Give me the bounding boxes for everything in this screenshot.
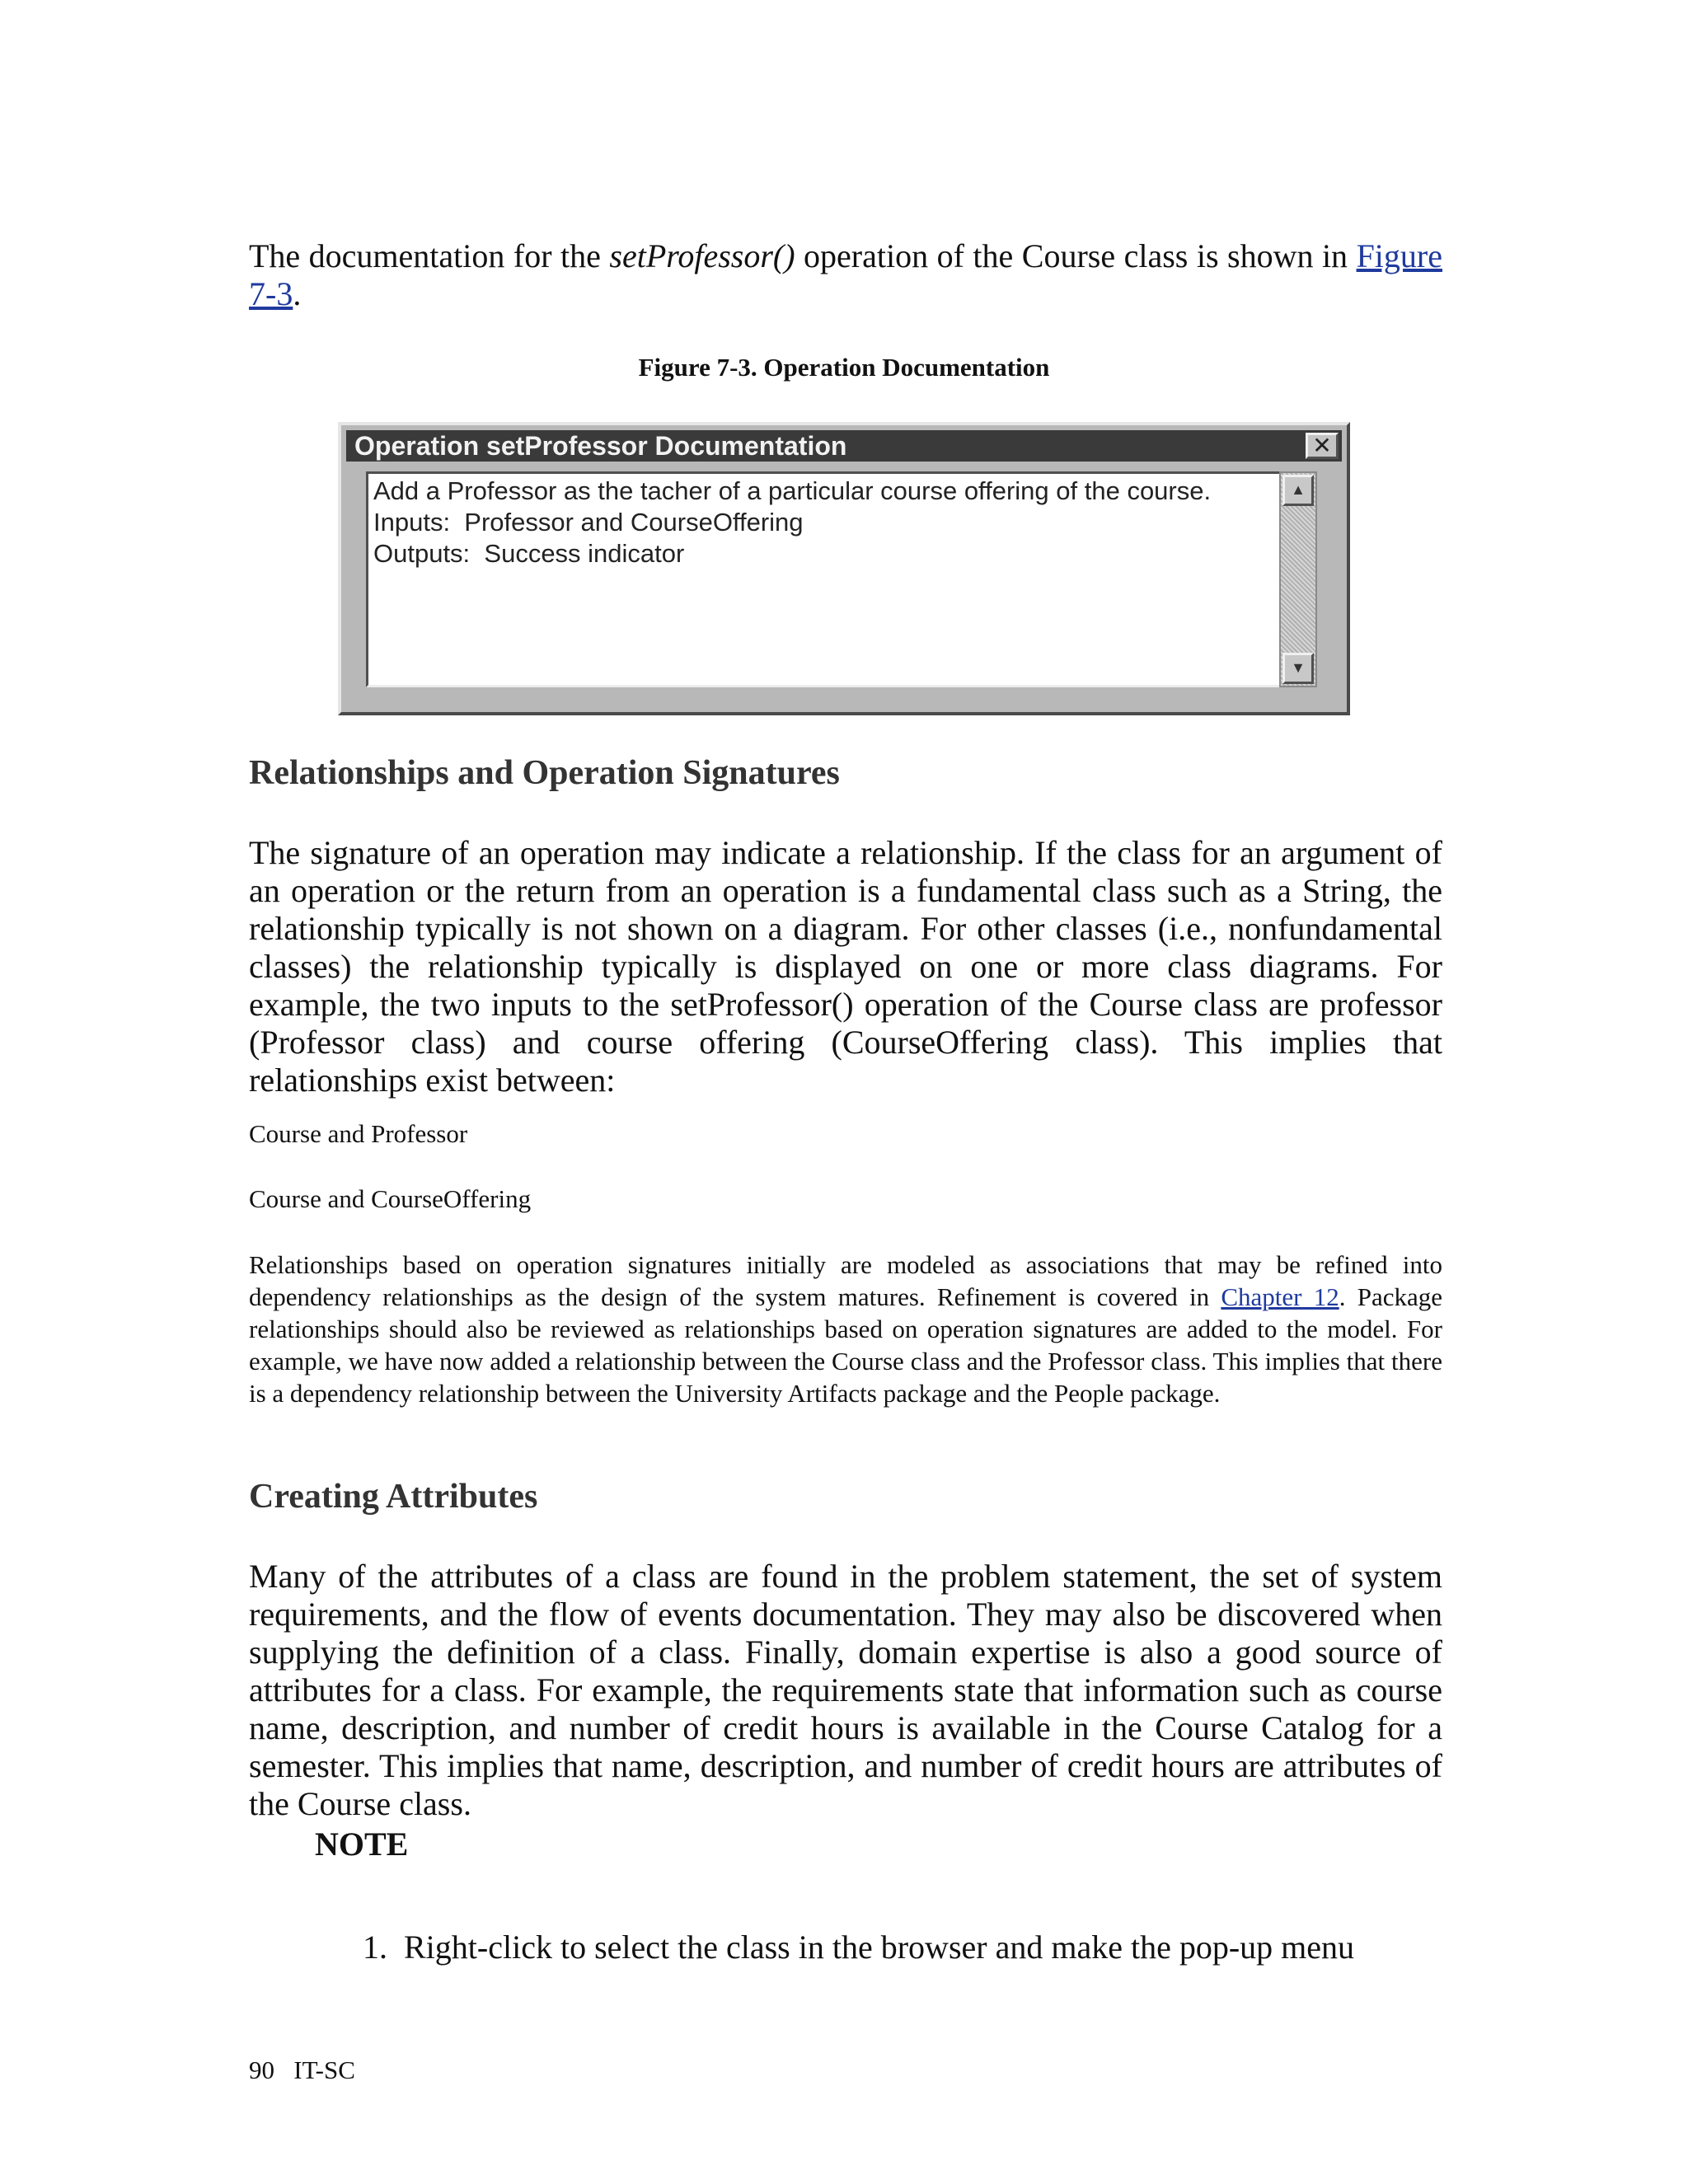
- list-text: Right-click to select the class in the browser and make the pop-up menu: [404, 1929, 1355, 1966]
- close-icon[interactable]: ✕: [1306, 433, 1339, 459]
- operation-documentation-dialog: [338, 422, 1350, 715]
- attributes-paragraph: Many of the attributes of a class are found in the problem statement, the set of system requirements, and the flow of events documentation. They may also be discovered when supplying the definition of a class. Finally, domain expertise is also a good source of attributes for a class. For example, the requirements state that information such as course name, description, and number of credit hours is available in the Course Catalog for a semester. This implies that name, description, and number of credit hours are attributes of the Course class.: [249, 1558, 1442, 1822]
- list-item: [363, 1929, 1354, 1966]
- relationships-paragraph: The signature of an operation may indicate a relationship. If the class for an argument of an operation or the return from an operation is a fundamental class such as a String, the relationship typically is not shown on a diagram. For other classes (i.e., nonfundamental classes) the relationship typically is displayed on one or more class diagrams. For example, the two inputs to the setProfessor() operation of the Course class are professor (Professor class) and course offering (CourseOffering class). This implies that relationships exist between:: [249, 834, 1442, 1099]
- figure-caption: Figure 7-3. Operation Documentation: [638, 353, 1050, 382]
- intro-text-after: operation of the Course class is shown in: [795, 237, 1357, 274]
- page-number: 90: [249, 2055, 274, 2084]
- doc-line: Inputs: Professor and CourseOffering: [373, 508, 804, 537]
- method-name: setProfessor(): [609, 237, 795, 274]
- intro-paragraph: [249, 237, 1442, 313]
- vertical-scrollbar[interactable]: [1279, 471, 1317, 687]
- scroll-down-icon[interactable]: ▼: [1282, 653, 1314, 684]
- figure-link[interactable]: Figure 7-3: [249, 237, 1442, 312]
- refinement-text: Relationships based on operation signatures initially are modeled as associations that may be refined into dependency relationships as the design of the system matures. Refinement is covered in: [249, 1250, 1442, 1311]
- intro-end: .: [293, 275, 302, 312]
- section-heading-relationships: Relationships and Operation Signatures: [249, 754, 840, 792]
- refinement-paragraph: [249, 1249, 1442, 1409]
- footer-label: IT-SC: [293, 2055, 355, 2084]
- page-footer: [249, 2055, 355, 2085]
- doc-line: Outputs: Success indicator: [373, 539, 685, 568]
- list-number: 1.: [363, 1929, 387, 1966]
- note-label: NOTE: [315, 1825, 409, 1863]
- scroll-up-icon[interactable]: ▲: [1282, 475, 1314, 506]
- refinement-text-after: . Package relationships should also be reviewed as relationships based on operation signatures are added to the model. For example, we have now added a relationship between the Course class and the Professor class. This implies that there is a dependency relationship between the University Artifacts package and the People package.: [249, 1282, 1442, 1408]
- doc-line: Add a Professor as the tacher of a particular course offering of the course.: [373, 476, 1212, 505]
- dialog-titlebar: [346, 430, 1342, 462]
- documentation-textarea[interactable]: [366, 471, 1306, 687]
- chapter-link[interactable]: Chapter 12: [1221, 1282, 1339, 1311]
- relationship-item: Course and CourseOffering: [249, 1184, 532, 1213]
- dialog-title: Operation setProfessor Documentation: [354, 431, 847, 461]
- section-heading-attributes: Creating Attributes: [249, 1478, 538, 1516]
- intro-text: The documentation for the: [249, 237, 610, 274]
- relationship-item: Course and Professor: [249, 1119, 468, 1148]
